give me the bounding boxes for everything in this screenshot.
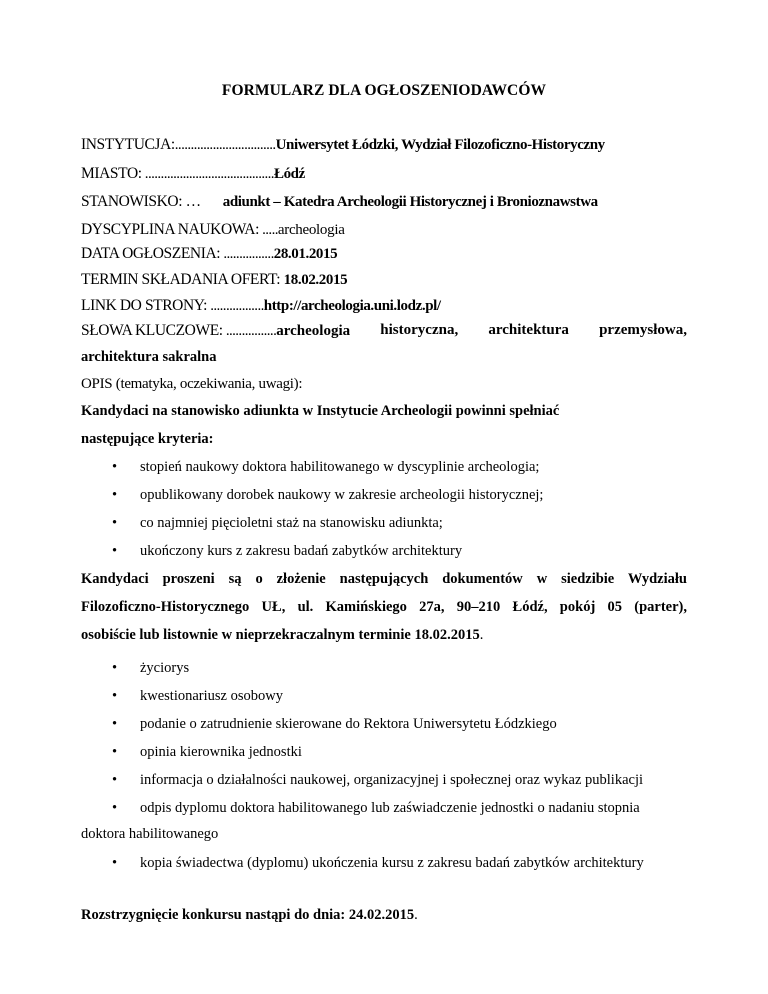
documents-intro-line2: Filozoficzno-Historycznego UŁ, ul. Kamińskiego 27a, 90–210 Łódź, pokój 05 (parter), [81, 599, 687, 615]
institution-label: INSTYTUCJA: [81, 136, 175, 153]
deadline-label: TERMIN SKŁADANIA OFERT: [81, 271, 281, 288]
documents-intro-line3: osobiście lub listownie w nieprzekraczalnym terminie 18.02.2015. [81, 627, 484, 643]
keywords-continuation: architektura sakralna [81, 349, 217, 365]
document-item-wrap: doktora habilitowanego [81, 826, 219, 842]
announcement-date-value: 28.01.2015 [273, 246, 338, 262]
bullet-icon: • [112, 744, 118, 760]
document-page: FORMULARZ DLA OGŁOSZENIODAWCÓW INSTYTUCJA:................................Uniwersytet Łódzki, Wydział Filozoficzno-Historyczny MIASTO: .........................................Łódź STANOWISKO: … adiunkt – Katedra Archeologii Historycznej i Bronioznawstwa DYSCYPLINA NAUKOWA: .....archeologia DATA OGŁOSZENIA: ................28.01.2015 TERMIN SKŁADANIA OFERT: 18.02.2015 LINK DO STRONY: .................http://archeologia.uni.lodz.pl/ SŁOWA KLUCZOWE: ................archeologia historyczna, architektura przemysłowa, architektura sakralna OPIS (tematyka, oczekiwania, uwagi): Kandydaci na stanowisko adiunkta w Instytucie Archeologii powinni spełniać następujące kryteria: • stopień naukowy doktora habilitowanego w dyscyplinie archeologia; • opublikowany dorobek naukowy w zakresie archeologii historycznej; • co najmniej pięcioletni staż na stanowisku adiunkta; • ukończony kurs z zakresu badań zabytków architektury Kandydaci proszeni są o złożenie następujących dokumentów w siedzibie Wydziału Filozoficzno-Historycznego UŁ, ul. Kamińskiego 27a, 90–210 Łódź, pokój 05 (parter), osobiście lub listownie w nieprzekraczalnym terminie 18.02.2015. • życiorys • kwestionariusz osobowy • podanie o zatrudnienie skierowane do Rektora Uniwersytetu Łódzkiego • opinia kierownika jednostki • informacja o działalności naukowej, organizacyjnej i społecznej oraz wykaz publikacji • odpis dyplomu doktora habilitowanego lub zaświadczenie jednostki o nadaniu stopnia doktora habilitowanego • kopia świadectwa (dyplomu) ukończenia kursu z zakresu badań zabytków architektury Rozstrzygnięcie konkursu nastąpi do dnia: 24.02.2015. [0, 0, 768, 994]
field-keywords [81, 322, 687, 340]
resolution-note: Rozstrzygnięcie konkursu nastąpi do dnia: 24.02.2015. [81, 907, 418, 923]
requirements-intro-line2: następujące kryteria: [81, 431, 214, 447]
requirements-intro-line1: Kandydaci na stanowisko adiunkta w Instytucie Archeologii powinni spełniać [81, 403, 560, 419]
position-label: STANOWISKO: … [81, 193, 201, 210]
bullet-icon: • [112, 459, 118, 475]
field-deadline [81, 271, 347, 289]
discipline-value: archeologia [277, 222, 345, 238]
keywords-head [81, 322, 350, 340]
deadline-value: 18.02.2015 [283, 272, 348, 288]
form-title: FORMULARZ DLA OGŁOSZENIODAWCÓW [221, 82, 547, 99]
field-link [81, 297, 441, 315]
city-value: Łódź [273, 166, 305, 182]
description-label: OPIS (tematyka, oczekiwania, uwagi): [81, 376, 303, 392]
announcement-date-dots: ................ [220, 246, 274, 262]
city-label: MIASTO: [81, 165, 142, 182]
bullet-icon: • [112, 855, 118, 871]
documents-intro-line1: Kandydaci proszeni są o złożenie następujących dokumentów w siedzibie Wydziału [81, 571, 687, 587]
field-position [81, 193, 598, 211]
discipline-label: DYSCYPLINA NAUKOWA: [81, 221, 259, 238]
field-institution [81, 136, 605, 154]
link-label: LINK DO STRONY: [81, 297, 208, 314]
keyword-3: architektura [488, 322, 569, 338]
announcement-date-label: DATA OGŁOSZENIA: [81, 245, 221, 262]
institution-value: Uniwersytet Łódzki, Wydział Filozoficzno-Historyczny [275, 137, 605, 153]
field-announcement-date [81, 245, 337, 263]
field-discipline [81, 221, 345, 239]
keyword-2: historyczna, [380, 322, 459, 338]
discipline-dots: ..... [258, 222, 278, 238]
bullet-icon: • [112, 772, 118, 788]
link-value: http://archeologia.uni.lodz.pl/ [263, 298, 441, 314]
bullet-icon: • [112, 487, 118, 503]
keyword-1: archeologia [276, 323, 351, 339]
institution-dots: ................................ [174, 137, 276, 153]
bullet-icon: • [112, 716, 118, 732]
bullet-icon: • [112, 515, 118, 531]
bullet-icon: • [112, 688, 118, 704]
bullet-icon: • [112, 660, 118, 676]
link-dots: ................. [207, 298, 264, 314]
city-dots: ......................................... [141, 166, 274, 182]
keywords-dots: ................ [222, 323, 277, 339]
position-value: adiunkt – Katedra Archeologii Historycznej i Bronioznawstwa [222, 194, 598, 210]
keyword-4: przemysłowa, [599, 322, 687, 338]
field-city [81, 165, 305, 183]
bullet-icon: • [112, 800, 118, 816]
keywords-label: SŁOWA KLUCZOWE: [81, 322, 223, 339]
bullet-icon: • [112, 543, 118, 559]
